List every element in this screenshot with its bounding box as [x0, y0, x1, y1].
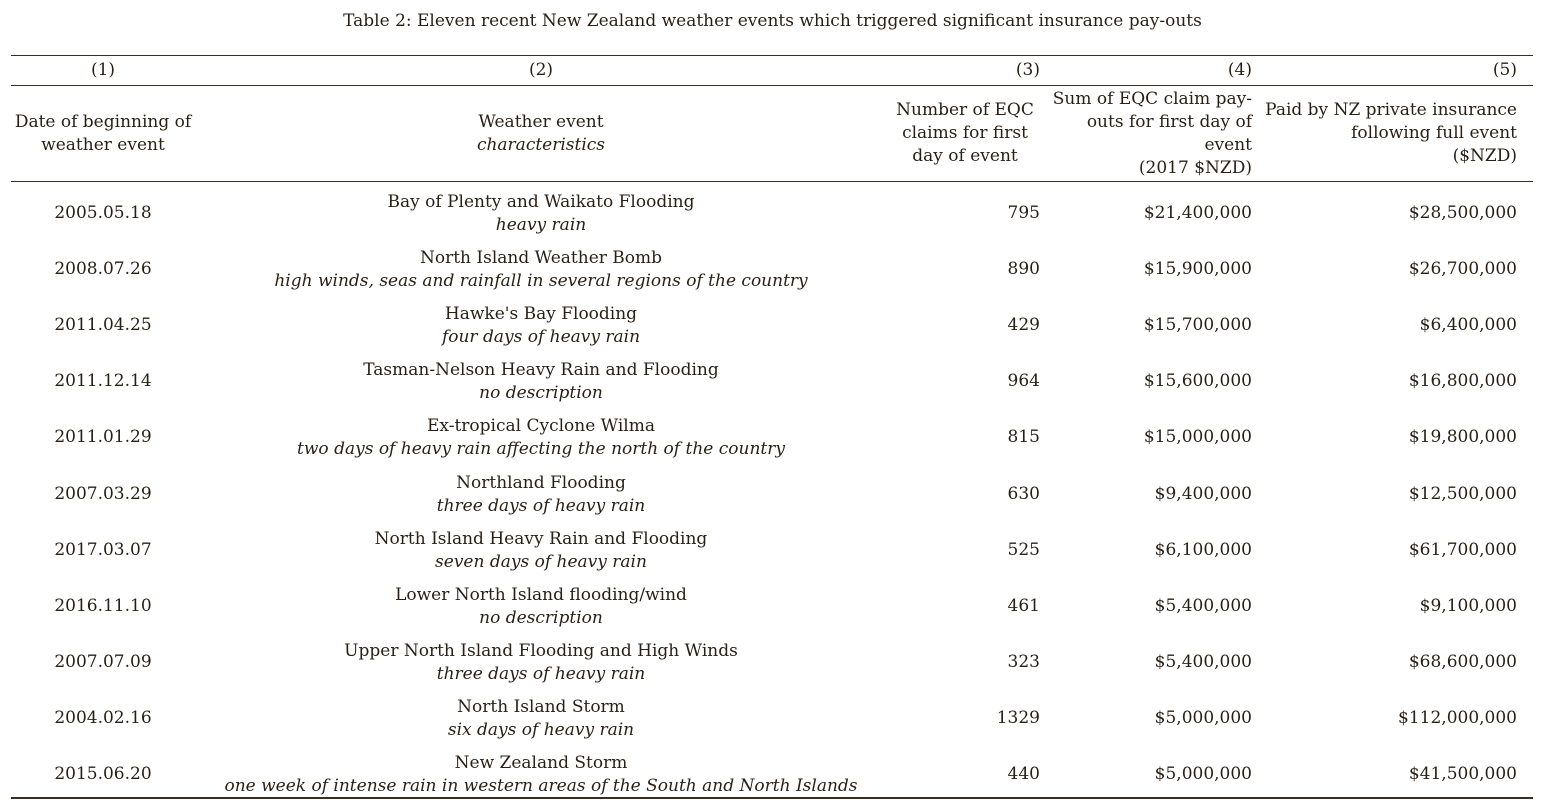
header-date [11, 111, 195, 157]
table-row [11, 691, 1533, 747]
cell-eqc-sum: $5,400,000 [1154, 595, 1252, 616]
table-row [11, 523, 1533, 579]
column-number-4: (4) [1227, 60, 1252, 80]
cell-eqc-claims: 525 [1007, 539, 1040, 560]
cell-private-insurance: $6,400,000 [1419, 315, 1517, 336]
cell-weather-event [215, 640, 867, 686]
header-private-line: ($NZD) [1452, 146, 1517, 166]
cell-weather-event [215, 696, 867, 742]
cell-eqc-sum: $15,900,000 [1143, 259, 1252, 280]
cell-weather-event [215, 359, 867, 405]
cell-weather-event [215, 528, 867, 574]
cell-date: 2005.05.18 [54, 203, 152, 223]
table-row [11, 354, 1533, 410]
table-title: Table 2: Eleven recent New Zealand weather events which triggered significant insurance pay-outs [343, 11, 1202, 31]
cell-eqc-sum: $5,400,000 [1154, 651, 1252, 672]
event-characteristics: one week of intense rain in western areas of the South and North Islands [224, 776, 858, 796]
column-number-5: (5) [1492, 60, 1517, 80]
event-characteristics: heavy rain [495, 215, 587, 235]
cell-private-insurance: $28,500,000 [1408, 203, 1517, 223]
event-name: North Island Heavy Rain and Flooding [374, 528, 708, 549]
header-event-subtitle: characteristics [476, 135, 606, 155]
header-private-line: following full event [1351, 123, 1517, 143]
event-characteristics: two days of heavy rain affecting the north of the country [297, 439, 785, 460]
event-characteristics: four days of heavy rain [441, 327, 641, 348]
event-characteristics: no description [479, 607, 603, 628]
cell-eqc-claims: 440 [1007, 764, 1040, 784]
cell-date: 2016.11.10 [54, 595, 152, 616]
table-row [11, 747, 1533, 803]
cell-weather-event [215, 472, 867, 518]
event-name: Ex-tropical Cyclone Wilma [427, 416, 655, 437]
cell-eqc-claims: 890 [1007, 259, 1040, 280]
header-sum-line: outs for first day of [1086, 112, 1252, 132]
cell-date: 2011.01.29 [54, 427, 152, 448]
cell-eqc-sum: $21,400,000 [1143, 203, 1252, 223]
cell-private-insurance: $61,700,000 [1408, 539, 1517, 560]
table-row [11, 467, 1533, 523]
cell-eqc-sum: $6,100,000 [1154, 539, 1252, 560]
cell-eqc-claims: 630 [1007, 483, 1040, 504]
cell-weather-event [215, 415, 867, 461]
top-rule [11, 55, 1533, 56]
event-name: North Island Storm [457, 696, 625, 717]
cell-private-insurance: $112,000,000 [1398, 707, 1517, 728]
header-rule [11, 181, 1533, 182]
cell-private-insurance: $9,100,000 [1419, 595, 1517, 616]
cell-date: 2007.07.09 [54, 651, 152, 672]
cell-weather-event [215, 752, 867, 798]
cell-eqc-claims: 964 [1007, 371, 1040, 392]
cell-eqc-claims: 1329 [996, 707, 1040, 728]
cell-date: 2011.12.14 [54, 371, 152, 392]
event-name: Lower North Island flooding/wind [395, 584, 687, 605]
cell-private-insurance: $12,500,000 [1408, 483, 1517, 504]
header-claims-line: claims for first [902, 123, 1028, 143]
column-number-3: (3) [1015, 60, 1040, 80]
event-name: Northland Flooding [456, 472, 626, 493]
event-characteristics: six days of heavy rain [447, 719, 635, 740]
header-eqc-claims [884, 99, 1046, 168]
cell-date: 2011.04.25 [54, 315, 152, 336]
cell-date: 2015.06.20 [54, 764, 152, 784]
cell-private-insurance: $41,500,000 [1408, 764, 1517, 784]
cell-weather-event [215, 584, 867, 630]
cell-date: 2004.02.16 [54, 707, 152, 728]
cell-private-insurance: $26,700,000 [1408, 259, 1517, 280]
event-name: Tasman-Nelson Heavy Rain and Flooding [363, 360, 719, 381]
header-sum-line: Sum of EQC claim pay- [1052, 89, 1252, 109]
cell-eqc-claims: 461 [1007, 595, 1040, 616]
header-eqc-sum [1050, 88, 1252, 180]
cell-weather-event [215, 247, 867, 293]
cell-eqc-sum: $5,000,000 [1154, 707, 1252, 728]
cell-eqc-claims: 323 [1007, 651, 1040, 672]
header-sum-line: (2017 $NZD) [1138, 158, 1252, 178]
event-characteristics: three days of heavy rain [436, 663, 646, 684]
header-weather-event [215, 111, 867, 157]
header-private-line: Paid by NZ private insurance [1265, 100, 1517, 120]
cell-private-insurance: $19,800,000 [1408, 427, 1517, 448]
cell-date: 2008.07.26 [54, 259, 152, 280]
cell-eqc-sum: $15,600,000 [1143, 371, 1252, 392]
event-name: Upper North Island Flooding and High Winds [344, 640, 738, 661]
cell-eqc-sum: $15,700,000 [1143, 315, 1252, 336]
event-name: Hawke's Bay Flooding [444, 304, 638, 325]
event-characteristics: seven days of heavy rain [435, 551, 647, 572]
event-name: North Island Weather Bomb [419, 248, 663, 269]
column-number-2: (2) [528, 60, 554, 80]
event-characteristics: three days of heavy rain [436, 495, 646, 516]
table-row [11, 242, 1533, 298]
cell-weather-event [215, 191, 867, 237]
event-name: Bay of Plenty and Waikato Flooding [387, 192, 695, 212]
bottom-rule [11, 797, 1533, 799]
header-date-line: weather event [41, 135, 165, 155]
table-row [11, 298, 1533, 354]
table-row [11, 410, 1533, 466]
column-number-1: (1) [90, 60, 116, 80]
cell-eqc-sum: $9,400,000 [1154, 483, 1252, 504]
table-row [11, 186, 1533, 242]
cell-eqc-claims: 815 [1007, 427, 1040, 448]
event-name: New Zealand Storm [454, 753, 628, 773]
cell-date: 2007.03.29 [54, 483, 152, 504]
cell-weather-event [215, 303, 867, 349]
cell-private-insurance: $68,600,000 [1408, 651, 1517, 672]
header-date-line: Date of beginning of [14, 112, 192, 132]
header-claims-line: day of event [912, 146, 1018, 166]
header-event-line: Weather event [478, 112, 604, 132]
table-row [11, 579, 1533, 635]
event-characteristics: high winds, seas and rainfall in several regions of the country [274, 271, 808, 292]
header-sum-line: event [1204, 135, 1252, 155]
header-private-insurance [1262, 99, 1517, 168]
table-row [11, 635, 1533, 691]
cell-private-insurance: $16,800,000 [1408, 371, 1517, 392]
cell-eqc-claims: 429 [1007, 315, 1040, 336]
event-characteristics: no description [479, 383, 603, 404]
cell-eqc-claims: 795 [1007, 203, 1040, 223]
column-number-rule [11, 85, 1533, 86]
cell-eqc-sum: $5,000,000 [1154, 764, 1252, 784]
cell-date: 2017.03.07 [54, 539, 152, 560]
cell-eqc-sum: $15,000,000 [1143, 427, 1252, 448]
header-claims-line: Number of EQC [896, 100, 1034, 120]
